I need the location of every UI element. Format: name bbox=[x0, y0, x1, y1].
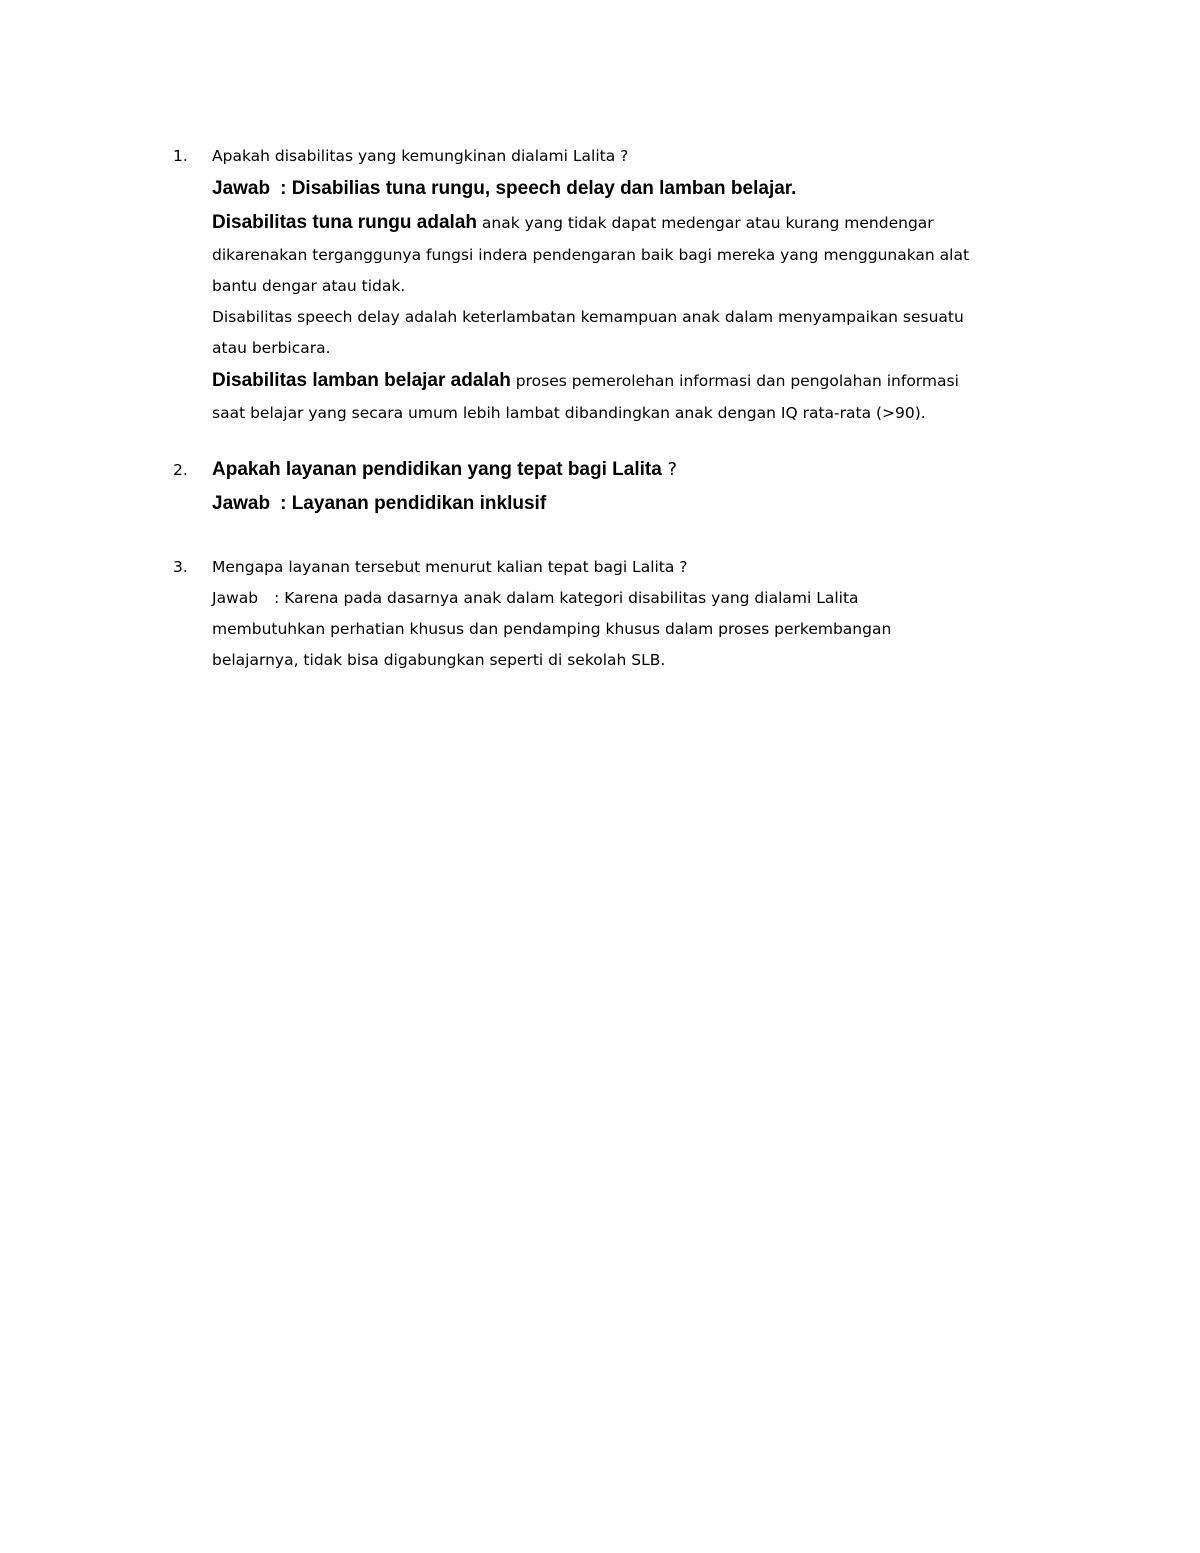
answer-label: Jawab bbox=[212, 178, 271, 199]
answer-line bbox=[212, 583, 1072, 614]
answer-line: belajarnya, tidak bisa digabungkan seperti di sekolah SLB. bbox=[212, 651, 666, 669]
paragraph-line: saat belajar yang secara umum lebih lambat dibandingkan anak dengan IQ rata-rata (>90). bbox=[212, 404, 926, 422]
list-number: 3. bbox=[173, 558, 188, 576]
paragraph-text: anak yang tidak dapat medengar atau kurang mendengar bbox=[477, 214, 934, 232]
question-text bbox=[212, 453, 1072, 487]
answer-text: : Karena pada dasarnya anak dalam kategori disabilitas yang dialami Lalita bbox=[274, 589, 859, 607]
term-bold: Disabilitas tuna rungu adalah bbox=[212, 212, 477, 233]
list-number: 2. bbox=[173, 461, 188, 479]
answer-line: membutuhkan perhatian khusus dan pendamping khusus dalam proses perkembangan bbox=[212, 620, 892, 638]
answer-text: : Layanan pendidikan inklusif bbox=[280, 493, 547, 514]
answer-line bbox=[212, 172, 1072, 206]
question-bold: Apakah layanan pendidikan yang tepat bagi Lalita bbox=[212, 459, 662, 480]
paragraph-line: bantu dengar atau tidak. bbox=[212, 277, 406, 295]
paragraph-line bbox=[212, 206, 1072, 240]
question-text: Apakah disabilitas yang kemungkinan dialami Lalita ? bbox=[212, 147, 629, 165]
list-item-body bbox=[212, 141, 1072, 429]
answer-text: : Disabilias tuna rungu, speech delay dan lamban belajar. bbox=[280, 178, 797, 199]
paragraph-line bbox=[212, 364, 1072, 398]
answer-line bbox=[212, 487, 1072, 521]
list-number: 1. bbox=[173, 147, 188, 165]
paragraph-text: proses pemerolehan informasi dan pengolahan informasi bbox=[510, 372, 959, 390]
list-item-body bbox=[212, 453, 1072, 521]
paragraph-line: atau berbicara. bbox=[212, 339, 331, 357]
answer-label: Jawab bbox=[212, 589, 259, 607]
question-text: Mengapa layanan tersebut menurut kalian tepat bagi Lalita ? bbox=[212, 558, 688, 576]
paragraph-line: dikarenakan terganggunya fungsi indera pendengaran baik bagi mereka yang menggunakan alat bbox=[212, 246, 970, 264]
term-bold: Disabilitas lamban belajar adalah bbox=[212, 370, 511, 391]
paragraph-line: Disabilitas speech delay adalah keterlambatan kemampuan anak dalam menyampaikan sesuatu bbox=[212, 308, 964, 326]
list-item-body bbox=[212, 552, 1072, 676]
question-mark: ? bbox=[661, 459, 678, 480]
answer-label: Jawab bbox=[212, 493, 271, 514]
